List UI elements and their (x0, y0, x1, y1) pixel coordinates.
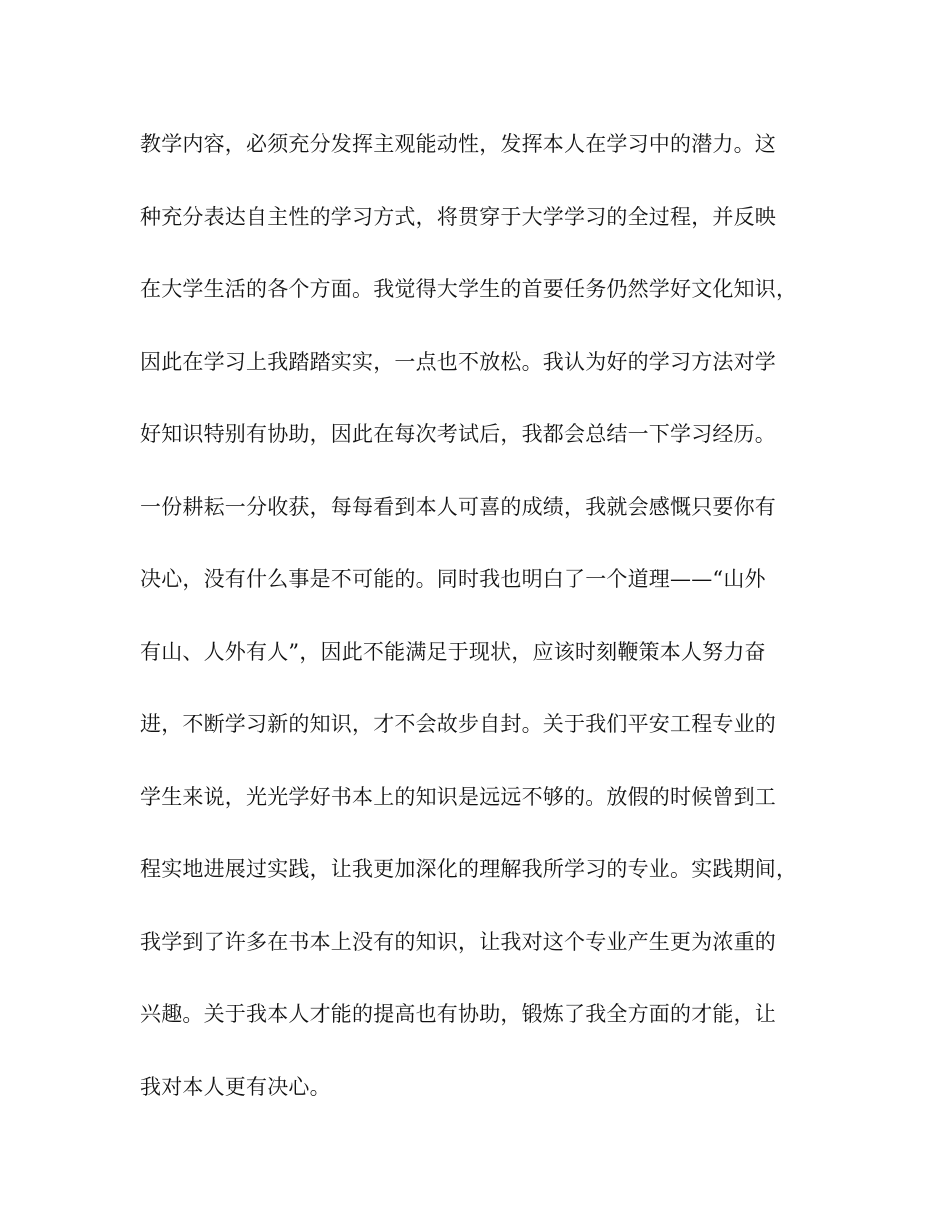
paragraph-line: 好知识特别有协助，因此在每次考试后，我都会总结一下学习经历。 (140, 422, 776, 446)
body-paragraph (140, 124, 820, 1139)
paragraph-line: 在大学生活的各个方面。我觉得大学生的首要任务仍然学好文化知识， (140, 277, 798, 301)
paragraph-line: 一份耕耘一分收获，每每看到本人可喜的成绩，我就会感慨只要你有 (140, 494, 776, 519)
paragraph-line: 我对本人更有决心。 (140, 1074, 331, 1099)
paragraph-line: 教学内容，必须充分发挥主观能动性，发挥本人在学习中的潜力。这 (140, 132, 776, 156)
paragraph-line: 因此在学习上我踏踏实实，一点也不放松。我认为好的学习方法对学 (140, 349, 776, 374)
paragraph-line: 学生来说，光光学好书本上的知识是远远不够的。放假的时候曾到工 (140, 784, 776, 809)
paragraph-line: 种充分表达自主性的学习方式，将贯穿于大学学习的全过程，并反映 (140, 204, 776, 229)
paragraph-line: 兴趣。关于我本人才能的提高也有协助，锻炼了我全方面的才能，让 (140, 1002, 776, 1026)
paragraph-line: 有山、人外有人”，因此不能满足于现状，应该时刻鞭策本人努力奋 (140, 639, 766, 664)
paragraph-line: 进，不断学习新的知识，才不会故步自封。关于我们平安工程专业的 (140, 712, 776, 736)
paragraph-line: 决心，没有什么事是不可能的。同时我也明白了一个道理——“山外 (140, 567, 766, 591)
paragraph-line: 我学到了许多在书本上没有的知识，让我对这个专业产生更为浓重的 (140, 929, 776, 954)
paragraph-line: 程实地进展过实践，让我更加深化的理解我所学习的专业。实践期间， (140, 857, 798, 881)
